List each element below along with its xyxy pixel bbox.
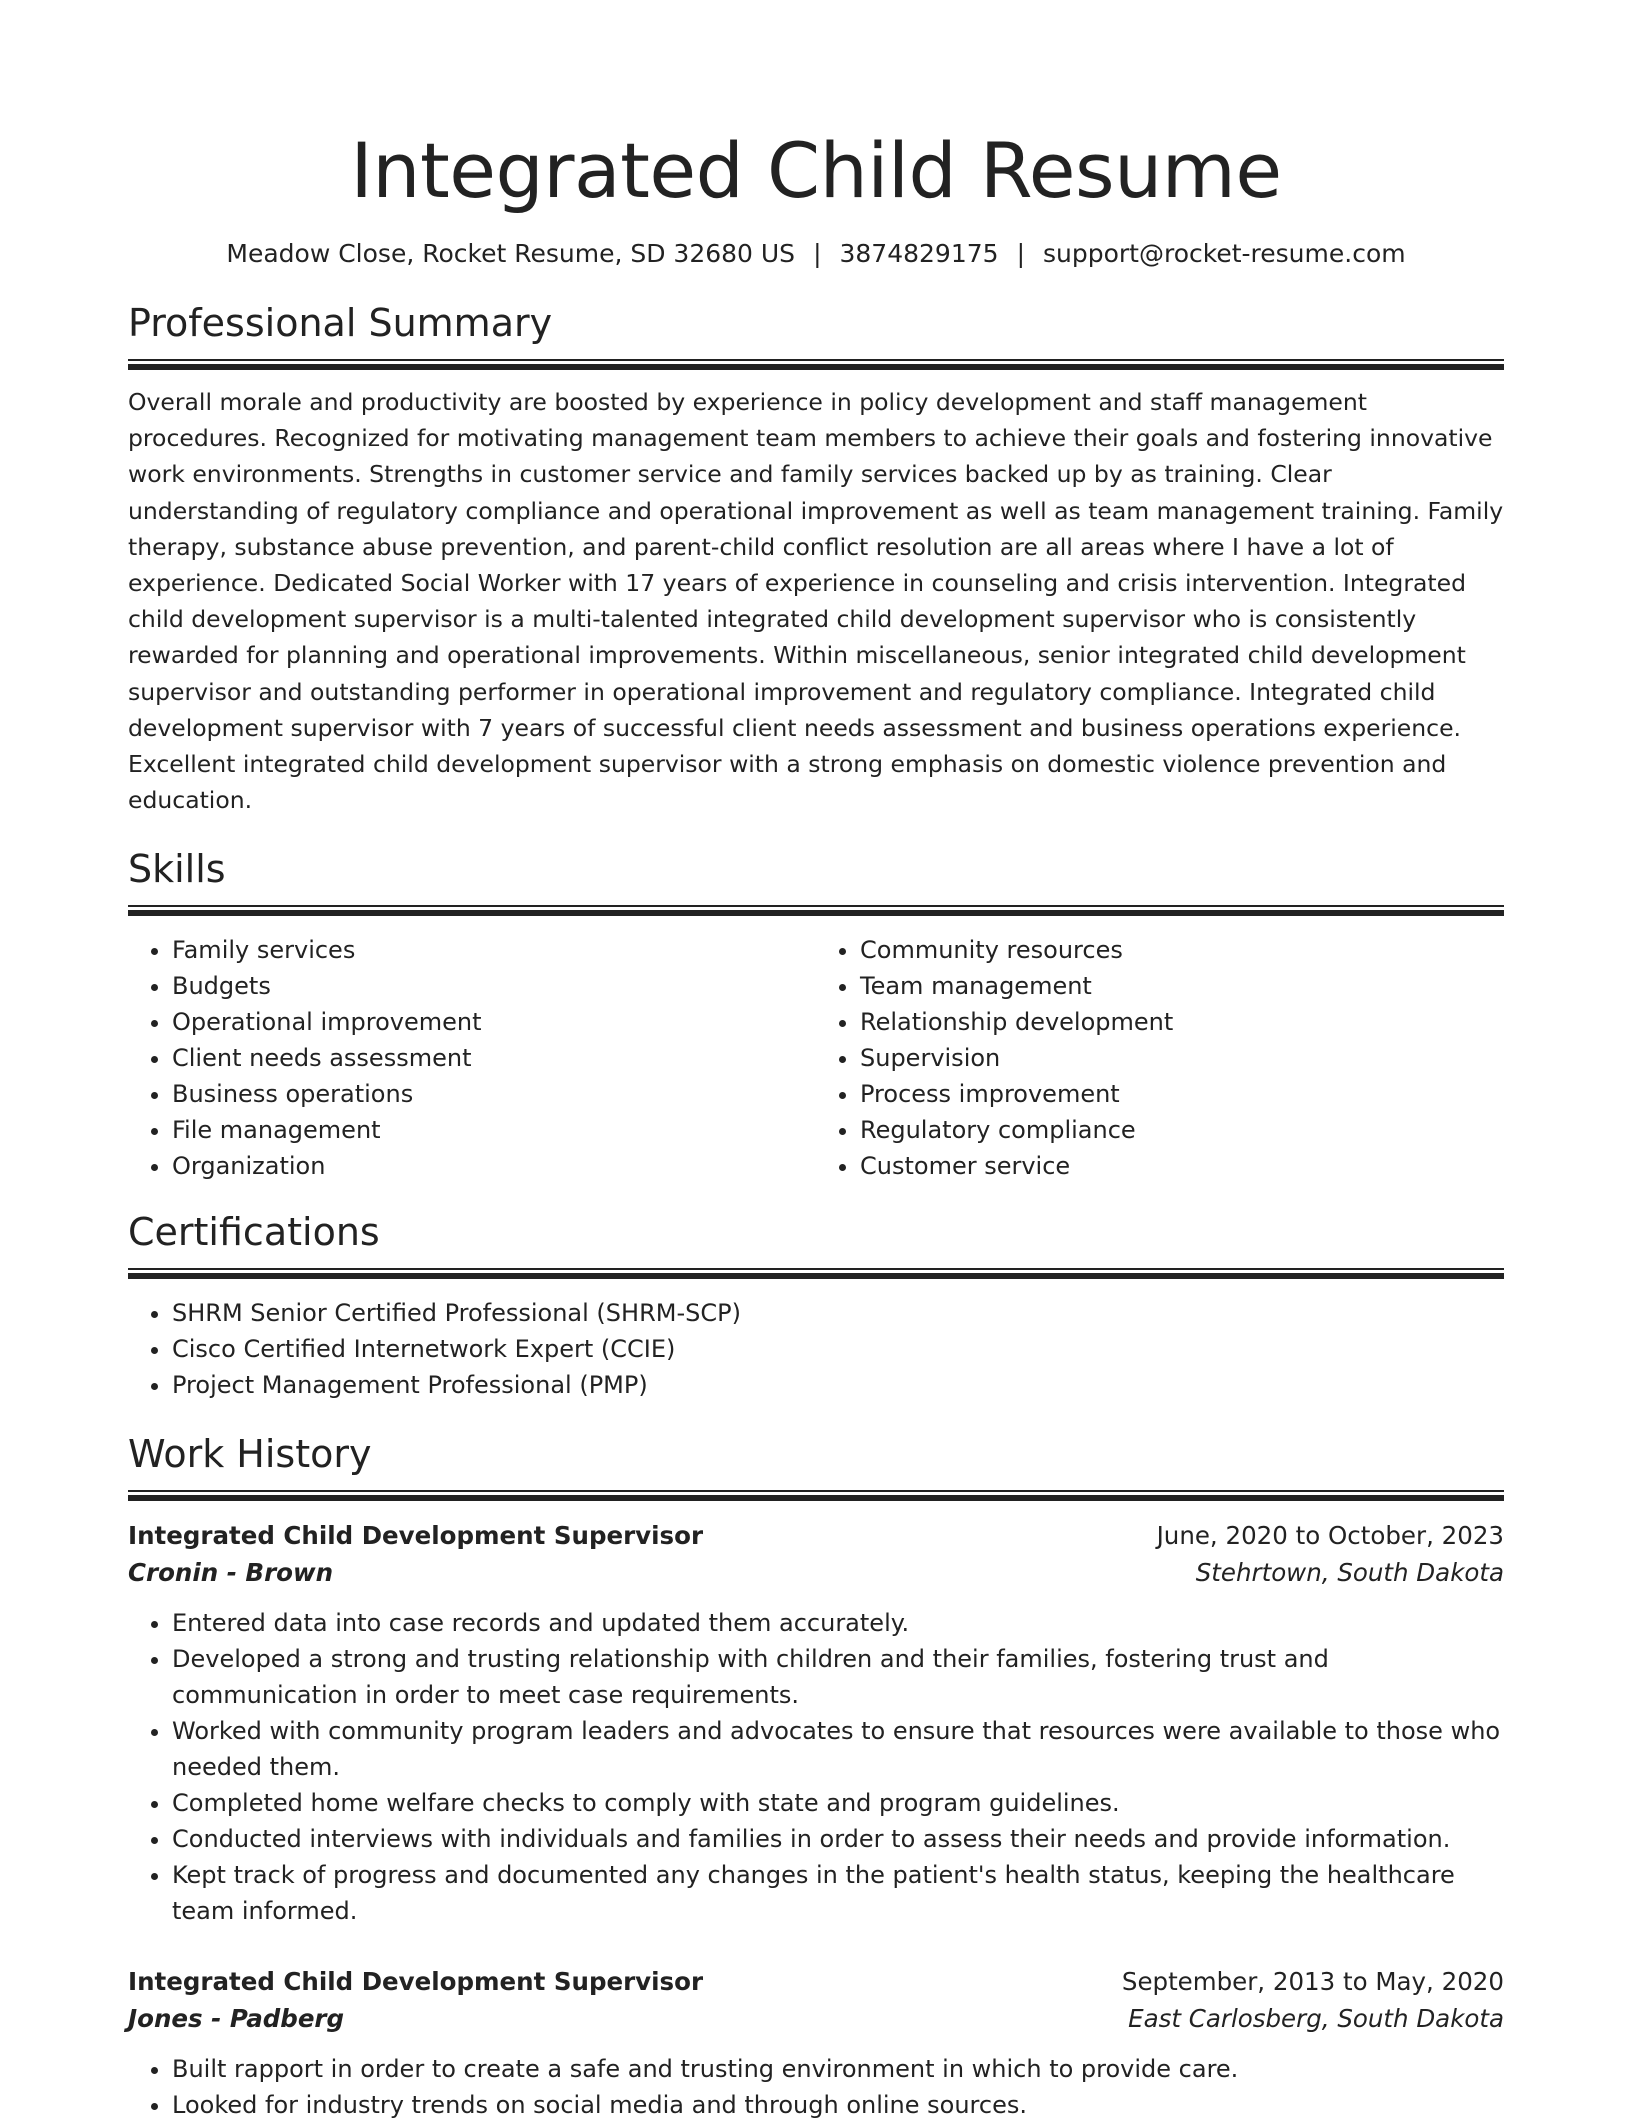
skill-item: • Budgets bbox=[172, 968, 816, 1004]
contact-separator: | bbox=[1016, 239, 1025, 268]
skills-columns bbox=[128, 932, 1504, 1184]
contact-line bbox=[128, 238, 1504, 270]
certification-item: • SHRM Senior Certified Professional (SHRM-SCP) bbox=[172, 1295, 1504, 1331]
section-title-summary: Professional Summary bbox=[128, 301, 553, 345]
job-dates: September, 2013 to May, 2020 bbox=[1121, 1967, 1504, 1997]
skill-item: • Family services bbox=[172, 932, 816, 968]
job-bullet-list bbox=[128, 1605, 1504, 1929]
certifications-section bbox=[128, 1208, 1504, 1403]
section-divider bbox=[128, 1268, 1504, 1279]
certification-item: • Cisco Certified Internetwork Expert (CCIE) bbox=[172, 1331, 1504, 1367]
contact-separator: | bbox=[813, 239, 822, 268]
job-bullet: • Kept track of progress and documented any changes in the patient's health status, keeping the healthcare team informed. bbox=[172, 1857, 1504, 1929]
section-divider bbox=[128, 359, 1504, 370]
work-history-section bbox=[128, 1430, 1504, 2123]
skills-section bbox=[128, 845, 1504, 1184]
skills-list-right bbox=[816, 932, 1504, 1184]
job-location: East Carlosberg, South Dakota bbox=[1128, 2004, 1504, 2034]
job-bullet: • Completed home welfare checks to comply with state and program guidelines. bbox=[172, 1785, 1504, 1821]
job-bullet: • Worked with community program leaders and advocates to ensure that resources were available to those who needed them. bbox=[172, 1713, 1504, 1785]
section-divider bbox=[128, 905, 1504, 916]
job-bullet: • Conducted interviews with individuals and families in order to assess their needs and provide information. bbox=[172, 1821, 1504, 1857]
skill-item: • Organization bbox=[172, 1148, 816, 1184]
job-company: Cronin - Brown bbox=[128, 1558, 334, 1588]
contact-address: Meadow Close, Rocket Resume, SD 32680 US bbox=[226, 239, 796, 268]
skills-list-left bbox=[128, 932, 816, 1184]
skill-item: • Customer service bbox=[860, 1148, 1504, 1184]
certifications-list bbox=[128, 1295, 1504, 1403]
job-dates: June, 2020 to October, 2023 bbox=[1156, 1521, 1504, 1551]
section-title-skills: Skills bbox=[128, 847, 226, 892]
contact-email: support@rocket-resume.com bbox=[1043, 239, 1406, 268]
skill-item: • Regulatory compliance bbox=[860, 1112, 1504, 1148]
section-title-certifications: Certifications bbox=[128, 1210, 380, 1255]
job-header-row bbox=[128, 1517, 1504, 1554]
job-location: Stehrtown, South Dakota bbox=[1195, 1558, 1504, 1588]
job-bullet: • Developed a strong and trusting relationship with children and their families, fostering trust and communication in order to meet case requirements. bbox=[172, 1641, 1504, 1713]
certification-item: • Project Management Professional (PMP) bbox=[172, 1367, 1504, 1403]
job-company: Jones - Padberg bbox=[128, 2004, 345, 2034]
job-entry bbox=[128, 1963, 1504, 2123]
section-title-work-history: Work History bbox=[128, 1432, 372, 1477]
skill-item: • Relationship development bbox=[860, 1004, 1504, 1040]
job-bullet: • Entered data into case records and updated them accurately. bbox=[172, 1605, 1504, 1641]
job-bullet: • Looked for industry trends on social media and through online sources. bbox=[172, 2087, 1504, 2123]
job-subheader-row bbox=[128, 1554, 1504, 1591]
summary-text: Overall morale and productivity are boosted by experience in policy development and staff management procedures. Recognized for motivating management team members to achieve their goals and fostering innovative work environments. Strengths in customer service and family services backed up by as training. Clear understanding of regulatory compliance and operational improvement as well as team management training. Family therapy, substance abuse prevention, and parent-child conflict resolution are all areas where I have a lot of experience. Dedicated Social Worker with 17 years of experience in counseling and crisis intervention. Integrated child development supervisor is a multi-talented integrated child development supervisor who is consistently rewarded for planning and operational improvements. Within miscellaneous, senior integrated child development supervisor and outstanding performer in operational improvement and regulatory compliance. Integrated child development supervisor with 7 years of successful client needs assessment and business operations experience. Excellent integrated child development supervisor with a strong emphasis on domestic violence prevention and education. bbox=[128, 388, 1504, 815]
skill-item: • Operational improvement bbox=[172, 1004, 816, 1040]
skill-item: • Client needs assessment bbox=[172, 1040, 816, 1076]
skill-item: • Business operations bbox=[172, 1076, 816, 1112]
job-title: Integrated Child Development Supervisor bbox=[128, 1967, 704, 1997]
job-entry bbox=[128, 1517, 1504, 1929]
skill-item: • File management bbox=[172, 1112, 816, 1148]
job-bullet: • Built rapport in order to create a safe and trusting environment in which to provide care. bbox=[172, 2051, 1504, 2087]
skill-item: • Community resources bbox=[860, 932, 1504, 968]
skill-item: • Process improvement bbox=[860, 1076, 1504, 1112]
job-header-row bbox=[128, 1963, 1504, 2000]
job-title: Integrated Child Development Supervisor bbox=[128, 1521, 704, 1551]
job-bullet-list bbox=[128, 2051, 1504, 2123]
summary-section bbox=[128, 299, 1504, 818]
section-divider bbox=[128, 1490, 1504, 1501]
contact-phone: 3874829175 bbox=[839, 239, 999, 268]
skill-item: • Supervision bbox=[860, 1040, 1504, 1076]
skill-item: • Team management bbox=[860, 968, 1504, 1004]
job-subheader-row bbox=[128, 2000, 1504, 2037]
resume-name: Integrated Child Resume bbox=[350, 126, 1282, 215]
